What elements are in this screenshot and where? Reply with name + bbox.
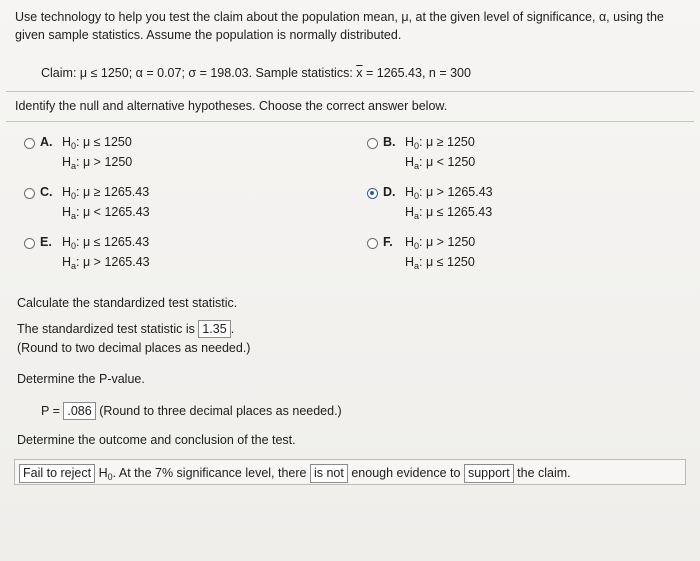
conclusion-line <box>19 464 571 483</box>
conclusion-middle: . At the 7% significance level, there <box>112 466 307 480</box>
option-alt-hypothesis: $H_a$: μ < 1250 <box>405 155 476 171</box>
option-letter: F. <box>383 235 393 249</box>
conclusion-enough: enough evidence to <box>351 466 461 480</box>
option-letter: C. <box>40 185 53 199</box>
option-null-hypothesis: $H_0$: μ ≤ 1265.43 <box>62 235 150 251</box>
conclusion-end: the claim. <box>517 466 571 480</box>
option-letter: A. <box>40 135 53 149</box>
option-alt-hypothesis: $H_a$: μ > 1265.43 <box>62 255 150 271</box>
test-stat-answer[interactable]: 1.35 <box>198 320 230 338</box>
option-alt-hypothesis: $H_a$: μ ≤ 1265.43 <box>405 205 493 221</box>
question-line-2: given sample statistics. Assume the population is normally distributed. <box>15 28 402 42</box>
option-alt-hypothesis: $H_a$: μ ≤ 1250 <box>405 255 475 271</box>
test-stat-prompt: Calculate the standardized test statistic. <box>17 296 238 310</box>
option-alt-hypothesis: $H_a$: μ > 1250 <box>62 155 133 171</box>
test-stat-line <box>17 320 234 338</box>
pvalue-note: (Round to three decimal places as needed.) <box>99 404 342 418</box>
test-stat-note: (Round to two decimal places as needed.) <box>17 341 251 355</box>
option-null-hypothesis: $H_0$: μ ≥ 1250 <box>405 135 475 151</box>
option-radio-a[interactable] <box>24 138 35 149</box>
option-radio-e[interactable] <box>24 238 35 249</box>
option-null-hypothesis: $H_0$: μ > 1265.43 <box>405 185 493 201</box>
option-null-hypothesis: $H_0$: μ > 1250 <box>405 235 476 251</box>
claim-prefix: Claim: μ ≤ 1250; α = 0.07; σ = 198.03. Sample statistics: <box>41 66 357 80</box>
claim-suffix: = 1265.43, n = 300 <box>362 66 471 80</box>
option-letter: E. <box>40 235 52 249</box>
option-letter: B. <box>383 135 396 149</box>
option-radio-c[interactable] <box>24 188 35 199</box>
option-radio-b[interactable] <box>367 138 378 149</box>
test-stat-label: The standardized test statistic is <box>17 322 195 336</box>
pvalue-prompt: Determine the P-value. <box>17 372 145 386</box>
option-null-hypothesis: $H_0$: μ ≥ 1265.43 <box>62 185 150 201</box>
test-stat-period: . <box>230 322 235 336</box>
xbar-symbol: $\overline{x}$ <box>356 66 363 80</box>
divider-mid <box>6 121 694 122</box>
pvalue-label: P = <box>41 404 60 418</box>
option-radio-d[interactable] <box>367 188 378 199</box>
divider-top <box>6 91 694 92</box>
conclusion-h0: $H_0$ <box>98 466 113 482</box>
pvalue-line <box>41 402 342 420</box>
question-line-1: Use technology to help you test the claim about the population mean, μ, at the given level of significance, α, using the <box>15 10 664 24</box>
claim-text <box>41 66 471 80</box>
evidence-dropdown[interactable]: is not <box>310 464 348 483</box>
pvalue-answer[interactable]: .086 <box>63 402 95 420</box>
hypotheses-prompt: Identify the null and alternative hypotheses. Choose the correct answer below. <box>15 99 448 113</box>
option-alt-hypothesis: $H_a$: μ < 1265.43 <box>62 205 150 221</box>
option-null-hypothesis: $H_0$: μ ≤ 1250 <box>62 135 132 151</box>
support-dropdown[interactable]: support <box>464 464 514 483</box>
decision-dropdown[interactable]: Fail to reject <box>19 464 95 483</box>
outcome-prompt: Determine the outcome and conclusion of the test. <box>17 433 296 447</box>
option-radio-f[interactable] <box>367 238 378 249</box>
option-letter: D. <box>383 185 396 199</box>
